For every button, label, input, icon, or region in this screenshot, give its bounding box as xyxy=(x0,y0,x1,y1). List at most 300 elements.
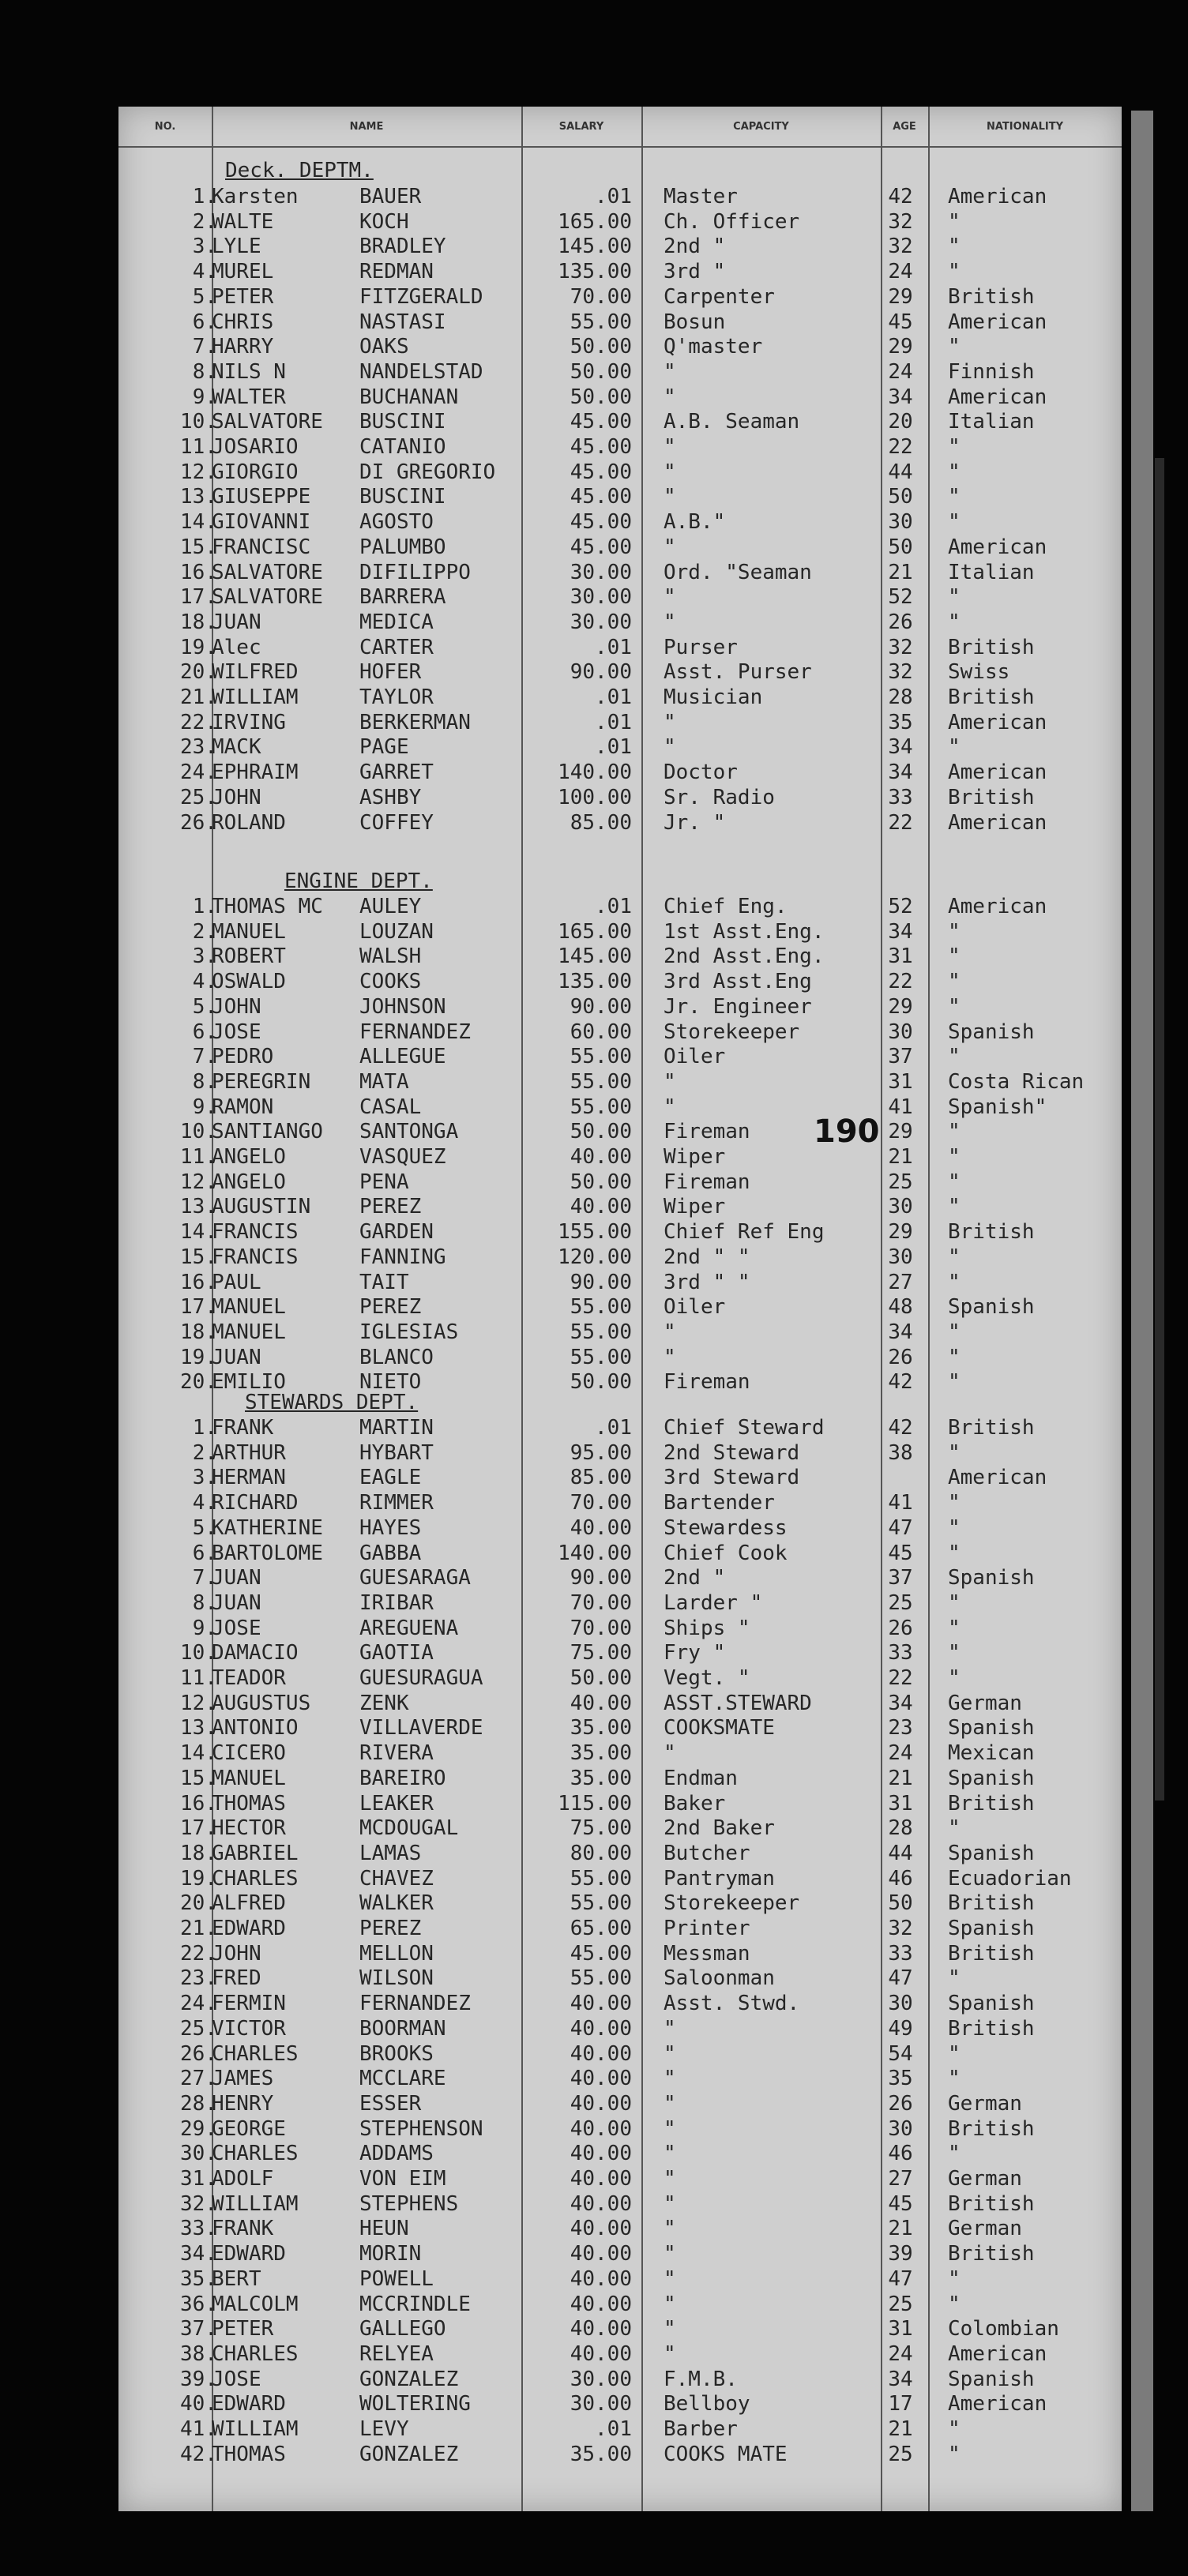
row-number: 5. xyxy=(192,994,217,1019)
age: 42 xyxy=(888,1370,913,1395)
age: 21 xyxy=(888,2417,913,2441)
last-name: VON EIM xyxy=(359,2167,446,2191)
table-row xyxy=(118,685,1122,710)
last-name: MEDICA xyxy=(359,610,434,634)
capacity: " xyxy=(664,485,676,509)
age: 32 xyxy=(888,209,913,234)
salary: 135.00 xyxy=(558,260,632,284)
last-name: LEVY xyxy=(359,2417,409,2441)
row-number: 12. xyxy=(180,460,217,484)
capacity: Messman xyxy=(664,1941,750,1966)
salary: 45.00 xyxy=(570,510,632,535)
row-number: 19. xyxy=(180,1866,217,1891)
last-name: VILLAVERDE xyxy=(359,1716,483,1740)
row-number: 10. xyxy=(180,1641,217,1665)
table-row xyxy=(118,1119,1122,1144)
first-name: CHARLES xyxy=(212,1866,299,1891)
age: 25 xyxy=(888,1170,913,1194)
last-name: AGOSTO xyxy=(359,510,434,535)
capacity: Butcher xyxy=(664,1841,750,1865)
row-number: 39. xyxy=(180,2367,217,2391)
capacity: " xyxy=(664,2242,676,2266)
capacity: 2nd Steward xyxy=(664,1440,800,1465)
nationality: Spanish xyxy=(948,1841,1035,1865)
nationality: " xyxy=(948,1491,961,1515)
last-name: ESSER xyxy=(359,2091,422,2116)
salary: 145.00 xyxy=(558,235,632,259)
row-number: 26. xyxy=(180,2041,217,2066)
row-number: 12. xyxy=(180,1170,217,1194)
nationality: American xyxy=(948,710,1047,734)
salary: 55.00 xyxy=(570,1966,632,1991)
last-name: LEAKER xyxy=(359,1791,434,1816)
age: 30 xyxy=(888,1992,913,2016)
age: 39 xyxy=(888,2242,913,2266)
salary: 40.00 xyxy=(570,2091,632,2116)
row-number: 21. xyxy=(180,1917,217,1940)
salary: 40.00 xyxy=(570,1992,632,2016)
age: 35 xyxy=(888,2067,913,2091)
nationality: " xyxy=(948,994,961,1019)
capacity: Purser xyxy=(664,635,738,659)
row-number: 20. xyxy=(180,1891,217,1916)
salary: 75.00 xyxy=(570,1816,632,1841)
row-number: 13. xyxy=(180,1716,217,1740)
nationality: " xyxy=(948,209,961,234)
table-row xyxy=(118,2367,1122,2392)
salary: 35.00 xyxy=(570,1716,632,1740)
capacity: Fireman xyxy=(664,1120,750,1144)
last-name: MORIN xyxy=(359,2242,422,2266)
last-name: HOFER xyxy=(359,660,422,685)
salary: 45.00 xyxy=(570,410,632,434)
salary: 40.00 xyxy=(570,1145,632,1169)
salary: 35.00 xyxy=(570,1766,632,1790)
nationality: Spanish xyxy=(948,1716,1035,1740)
age: 22 xyxy=(888,810,913,835)
last-name: ASHBY xyxy=(359,785,422,809)
nationality: " xyxy=(948,2417,961,2441)
table-row xyxy=(118,785,1122,810)
capacity: " xyxy=(664,1069,676,1094)
first-name: ANGELO xyxy=(212,1170,286,1194)
first-name: JOHN xyxy=(212,994,261,1019)
salary: 120.00 xyxy=(558,1245,632,1269)
capacity: " xyxy=(664,2041,676,2066)
first-name: PEREGRIN xyxy=(212,1069,311,1094)
row-number: 19. xyxy=(180,1345,217,1369)
last-name: RELYEA xyxy=(359,2341,434,2366)
row-number: 25. xyxy=(180,2016,217,2041)
table-row xyxy=(118,760,1122,785)
capacity: " xyxy=(664,2217,676,2241)
last-name: CATANIO xyxy=(359,435,446,459)
nationality: Spanish xyxy=(948,1992,1035,2016)
first-name: MANUEL xyxy=(212,1320,286,1344)
salary: 50.00 xyxy=(570,385,632,409)
nationality: " xyxy=(948,2142,961,2166)
first-name: JUAN xyxy=(212,610,261,634)
age: 34 xyxy=(888,1691,913,1715)
first-name: LYLE xyxy=(212,235,261,259)
header-nationality: NATIONALITY xyxy=(986,121,1064,133)
last-name: VASQUEZ xyxy=(359,1145,446,1169)
last-name: MCCRINDLE xyxy=(359,2292,471,2316)
last-name: KOCH xyxy=(359,209,409,234)
age: 35 xyxy=(888,710,913,734)
capacity: " xyxy=(664,1095,676,1119)
row-number: 25. xyxy=(180,785,217,809)
table-row xyxy=(118,234,1122,259)
last-name: CASAL xyxy=(359,1095,422,1119)
salary: 55.00 xyxy=(570,310,632,334)
first-name: JOSE xyxy=(212,2367,261,2391)
last-name: STEPHENS xyxy=(359,2191,459,2216)
last-name: GUESURAGUA xyxy=(359,1666,483,1690)
last-name: MCCLARE xyxy=(359,2067,446,2091)
capacity: " xyxy=(664,2067,676,2091)
capacity: Bartender xyxy=(664,1491,775,1515)
table-row xyxy=(118,560,1122,585)
last-name: BUSCINI xyxy=(359,410,446,434)
capacity: 3rd " xyxy=(664,260,726,284)
capacity: " xyxy=(664,2091,676,2116)
first-name: EMILIO xyxy=(212,1370,286,1395)
last-name: IRIBAR xyxy=(359,1590,434,1615)
salary: 135.00 xyxy=(558,970,632,994)
last-name: WALKER xyxy=(359,1891,434,1916)
nationality: " xyxy=(948,1245,961,1269)
nationality: British xyxy=(948,685,1035,709)
nationality: " xyxy=(948,335,961,359)
row-number: 26. xyxy=(180,810,217,835)
table-row xyxy=(118,484,1122,509)
table-row xyxy=(118,1866,1122,1891)
last-name: AREGUENA xyxy=(359,1616,459,1640)
last-name: BROOKS xyxy=(359,2041,434,2066)
capacity: Chief Ref Eng xyxy=(664,1220,825,1245)
last-name: GALLEGO xyxy=(359,2317,446,2341)
age: 30 xyxy=(888,1195,913,1219)
nationality: " xyxy=(948,1666,961,1690)
row-number: 8. xyxy=(192,1590,217,1615)
row-number: 22. xyxy=(180,710,217,734)
salary: 35.00 xyxy=(570,1741,632,1766)
first-name: GIOVANNI xyxy=(212,510,311,535)
age: 31 xyxy=(888,1791,913,1816)
capacity: " xyxy=(664,2292,676,2316)
nationality: " xyxy=(948,1370,961,1395)
nationality: German xyxy=(948,2091,1022,2116)
last-name: PEREZ xyxy=(359,1295,422,1320)
nationality: " xyxy=(948,435,961,459)
last-name: BUCHANAN xyxy=(359,385,459,409)
first-name: HARRY xyxy=(212,335,274,359)
capacity: COOKS MATE xyxy=(664,2442,788,2466)
table-row xyxy=(118,1044,1122,1069)
first-name: PAUL xyxy=(212,1270,261,1294)
salary: 30.00 xyxy=(570,585,632,610)
table-row xyxy=(118,2241,1122,2266)
capacity: 3rd Steward xyxy=(664,1466,800,1490)
row-number: 7. xyxy=(192,1566,217,1590)
age: 32 xyxy=(888,1917,913,1940)
table-row xyxy=(118,969,1122,994)
capacity: Pantryman xyxy=(664,1866,775,1891)
table-row xyxy=(118,1415,1122,1440)
salary: 70.00 xyxy=(570,284,632,309)
nationality: American xyxy=(948,760,1047,785)
age: 22 xyxy=(888,1666,913,1690)
age: 29 xyxy=(888,335,913,359)
nationality: " xyxy=(948,235,961,259)
salary: 45.00 xyxy=(570,460,632,484)
capacity: Wiper xyxy=(664,1145,726,1169)
age: 24 xyxy=(888,359,913,384)
age: 21 xyxy=(888,1145,913,1169)
table-row xyxy=(118,310,1122,335)
nationality: " xyxy=(948,944,961,969)
last-name: CHAVEZ xyxy=(359,1866,434,1891)
row-number: 37. xyxy=(180,2317,217,2341)
last-name: FANNING xyxy=(359,1245,446,1269)
age: 41 xyxy=(888,1491,913,1515)
capacity: " xyxy=(664,460,676,484)
table-row xyxy=(118,2191,1122,2217)
capacity: Fry " xyxy=(664,1641,726,1665)
table-row xyxy=(118,2066,1122,2091)
row-number: 7. xyxy=(192,335,217,359)
age: 30 xyxy=(888,1245,913,1269)
first-name: FRANCIS xyxy=(212,1220,299,1245)
nationality: American xyxy=(948,2341,1047,2366)
salary: 40.00 xyxy=(570,2341,632,2366)
capacity: " xyxy=(664,2167,676,2191)
last-name: BAUER xyxy=(359,185,422,208)
nationality: American xyxy=(948,310,1047,334)
first-name: JUAN xyxy=(212,1566,261,1590)
capacity: Chief Cook xyxy=(664,1541,788,1565)
row-number: 3. xyxy=(192,1466,217,1490)
age: 22 xyxy=(888,970,913,994)
table-row xyxy=(118,1144,1122,1170)
first-name: HERMAN xyxy=(212,1466,286,1490)
first-name: HECTOR xyxy=(212,1816,286,1841)
nationality: British xyxy=(948,785,1035,809)
salary: 95.00 xyxy=(570,1440,632,1465)
table-row xyxy=(118,1941,1122,1966)
age: 20 xyxy=(888,410,913,434)
last-name: BRADLEY xyxy=(359,235,446,259)
row-number: 30. xyxy=(180,2142,217,2166)
nationality: " xyxy=(948,1641,961,1665)
first-name: PETER xyxy=(212,2317,274,2341)
first-name: SALVATORE xyxy=(212,410,323,434)
row-number: 29. xyxy=(180,2116,217,2141)
table-row xyxy=(118,994,1122,1020)
nationality: " xyxy=(948,1045,961,1069)
capacity: Chief Eng. xyxy=(664,895,788,918)
salary: 45.00 xyxy=(570,1941,632,1966)
table-row xyxy=(118,734,1122,760)
first-name: ANTONIO xyxy=(212,1716,299,1740)
table-header xyxy=(118,107,1122,148)
table-row xyxy=(118,1816,1122,1841)
table-row xyxy=(118,1691,1122,1716)
nationality: " xyxy=(948,1515,961,1540)
nationality: British xyxy=(948,1791,1035,1816)
salary: 40.00 xyxy=(570,2217,632,2241)
age: 45 xyxy=(888,1541,913,1565)
age: 34 xyxy=(888,2367,913,2391)
capacity: " xyxy=(664,359,676,384)
age: 31 xyxy=(888,944,913,969)
last-name: LOUZAN xyxy=(359,919,434,944)
capacity: " xyxy=(664,2016,676,2041)
last-name: BAREIRO xyxy=(359,1766,446,1790)
nationality: British xyxy=(948,2016,1035,2041)
nationality: " xyxy=(948,1616,961,1640)
row-number: 13. xyxy=(180,1195,217,1219)
age: 27 xyxy=(888,1270,913,1294)
age: 25 xyxy=(888,1590,913,1615)
header-capacity: CAPACITY xyxy=(733,121,789,133)
capacity: " xyxy=(664,535,676,559)
row-number: 42. xyxy=(180,2442,217,2466)
age: 33 xyxy=(888,785,913,809)
capacity: Carpenter xyxy=(664,284,775,309)
row-number: 4. xyxy=(192,260,217,284)
row-number: 18. xyxy=(180,1841,217,1865)
table-row xyxy=(118,1369,1122,1395)
nationality: " xyxy=(948,1440,961,1465)
row-number: 16. xyxy=(180,560,217,584)
age: 31 xyxy=(888,1069,913,1094)
nationality: Spanish xyxy=(948,1917,1035,1940)
table-row xyxy=(118,2016,1122,2041)
last-name: BOORMAN xyxy=(359,2016,446,2041)
age: 38 xyxy=(888,1440,913,1465)
age: 50 xyxy=(888,485,913,509)
last-name: STEPHENSON xyxy=(359,2116,483,2141)
first-name: WALTER xyxy=(212,385,286,409)
first-name: JOHN xyxy=(212,1941,261,1966)
table-row xyxy=(118,894,1122,919)
age: 29 xyxy=(888,994,913,1019)
salary: .01 xyxy=(595,2417,632,2441)
row-number: 16. xyxy=(180,1791,217,1816)
first-name: RAMON xyxy=(212,1095,274,1119)
nationality: German xyxy=(948,1691,1022,1715)
age: 34 xyxy=(888,735,913,760)
table-row xyxy=(118,2266,1122,2292)
age: 21 xyxy=(888,1766,913,1790)
salary: 30.00 xyxy=(570,2392,632,2416)
table-row xyxy=(118,584,1122,610)
last-name: PEREZ xyxy=(359,1917,422,1940)
first-name: ALFRED xyxy=(212,1891,286,1916)
first-name: JOHN xyxy=(212,785,261,809)
table-row xyxy=(118,944,1122,969)
last-name: OAKS xyxy=(359,335,409,359)
nationality: American xyxy=(948,2392,1047,2416)
age: 28 xyxy=(888,685,913,709)
last-name: TAYLOR xyxy=(359,685,434,709)
age: 34 xyxy=(888,919,913,944)
nationality: German xyxy=(948,2167,1022,2191)
first-name: ANGELO xyxy=(212,1145,286,1169)
table-row xyxy=(118,334,1122,359)
nationality: " xyxy=(948,485,961,509)
age: 37 xyxy=(888,1045,913,1069)
last-name: NANDELSTAD xyxy=(359,359,483,384)
table-row xyxy=(118,2442,1122,2467)
salary: 40.00 xyxy=(570,2067,632,2091)
salary: 40.00 xyxy=(570,2167,632,2191)
first-name: GABRIEL xyxy=(212,1841,299,1865)
row-number: 36. xyxy=(180,2292,217,2316)
header-no: NO. xyxy=(154,121,176,133)
salary: 50.00 xyxy=(570,335,632,359)
salary: 40.00 xyxy=(570,2142,632,2166)
capacity: " xyxy=(664,710,676,734)
first-name: SANTIANGO xyxy=(212,1120,323,1144)
last-name: NIETO xyxy=(359,1370,422,1395)
first-name: SALVATORE xyxy=(212,560,323,584)
last-name: FERNANDEZ xyxy=(359,1992,471,2016)
nationality: " xyxy=(948,1320,961,1344)
table-row xyxy=(118,1665,1122,1691)
row-number: 6. xyxy=(192,1541,217,1565)
row-number: 17. xyxy=(180,1295,217,1320)
first-name: FRANCISC xyxy=(212,535,311,559)
first-name: WILLIAM xyxy=(212,2417,299,2441)
row-number: 1. xyxy=(192,185,217,208)
nationality: British xyxy=(948,2116,1035,2141)
nationality: " xyxy=(948,2067,961,2091)
first-name: FERMIN xyxy=(212,1992,286,2016)
last-name: GABBA xyxy=(359,1541,422,1565)
salary: .01 xyxy=(595,735,632,760)
salary: 55.00 xyxy=(570,1045,632,1069)
first-name: THOMAS MC xyxy=(212,895,323,918)
table-row xyxy=(118,509,1122,535)
table-row xyxy=(118,1194,1122,1219)
age: 28 xyxy=(888,1816,913,1841)
table-row xyxy=(118,2141,1122,2166)
first-name: SALVATORE xyxy=(212,585,323,610)
last-name: BLANCO xyxy=(359,1345,434,1369)
capacity: Bosun xyxy=(664,310,726,334)
table-row xyxy=(118,1219,1122,1245)
capacity: " xyxy=(664,385,676,409)
nationality: " xyxy=(948,260,961,284)
capacity: Q'master xyxy=(664,335,763,359)
last-name: GONZALEZ xyxy=(359,2367,459,2391)
row-number: 19. xyxy=(180,635,217,659)
last-name: GARRET xyxy=(359,760,434,785)
nationality: Ecuadorian xyxy=(948,1866,1072,1891)
nationality: " xyxy=(948,1966,961,1991)
last-name: ALLEGUE xyxy=(359,1045,446,1069)
age: 21 xyxy=(888,2217,913,2241)
age: 17 xyxy=(888,2392,913,2416)
table-row xyxy=(118,1916,1122,1941)
table-row xyxy=(118,1791,1122,1816)
capacity: Baker xyxy=(664,1791,726,1816)
nationality: Italian xyxy=(948,560,1035,584)
row-number: 18. xyxy=(180,610,217,634)
